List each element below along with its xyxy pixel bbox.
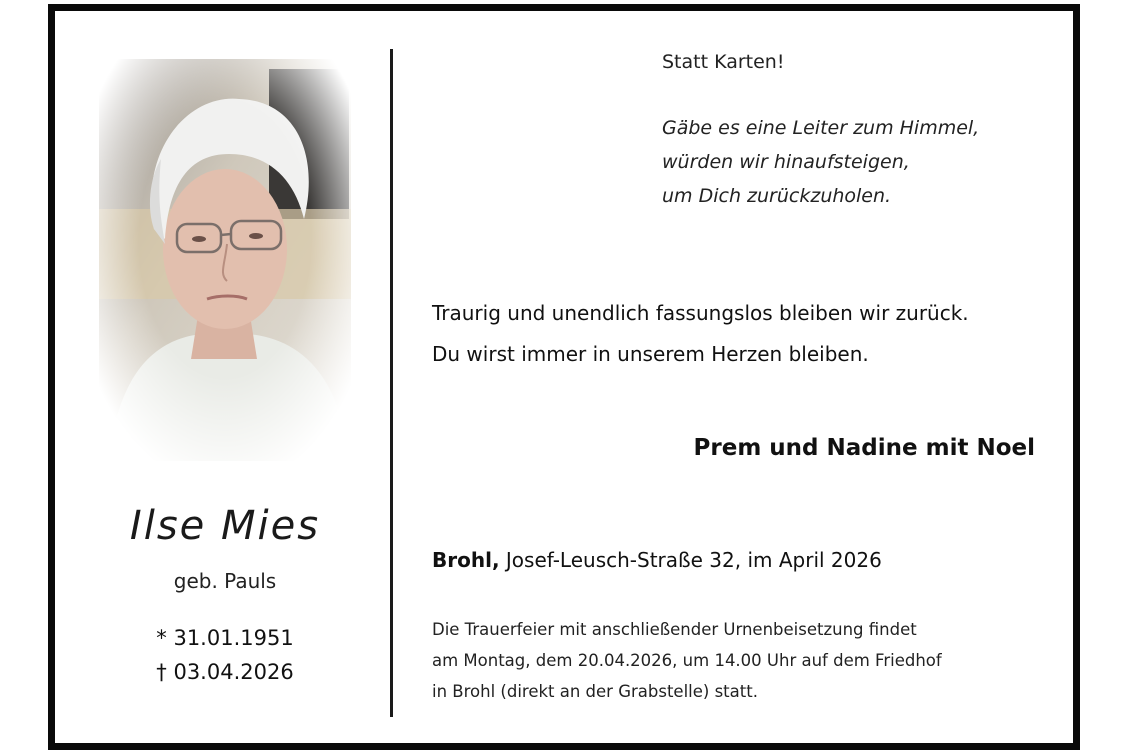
ceremony-line: in Brohl (direkt an der Grabstelle) statt. xyxy=(432,682,758,701)
birth-date: * 31.01.1951 xyxy=(156,626,294,650)
obituary-card xyxy=(48,4,1080,750)
address-line xyxy=(432,548,882,572)
poem-line: um Dich zurückzuholen. xyxy=(662,185,892,207)
poem-line: Gäbe es eine Leiter zum Himmel, xyxy=(662,117,980,139)
message-line: Du wirst immer in unserem Herzen bleiben. xyxy=(432,342,869,366)
family-signature: Prem und Nadine mit Noel xyxy=(693,435,1035,461)
ceremony-line: am Montag, dem 20.04.2026, um 14.00 Uhr auf dem Friedhof xyxy=(432,651,942,670)
ceremony-line: Die Trauerfeier mit anschließender Urnenbeisetzung findet xyxy=(432,620,917,639)
message-line: Traurig und unendlich fassungslos bleiben wir zurück. xyxy=(432,301,969,325)
ceremony-info xyxy=(432,614,942,707)
poem xyxy=(662,111,979,213)
vertical-divider xyxy=(390,49,393,717)
statt-karten-heading: Statt Karten! xyxy=(662,51,785,73)
birth-name: geb. Pauls xyxy=(173,569,277,593)
condolence-message xyxy=(432,293,969,375)
death-date: † 03.04.2026 xyxy=(156,660,294,684)
deceased-name: Ilse Mies xyxy=(129,503,321,549)
poem-line: würden wir hinaufsteigen, xyxy=(662,151,910,173)
address-place: Brohl, xyxy=(432,548,500,572)
portrait-photo xyxy=(99,59,351,461)
address-rest: Josef-Leusch-Straße 32, im April 2026 xyxy=(499,548,882,572)
life-dates xyxy=(95,621,355,689)
